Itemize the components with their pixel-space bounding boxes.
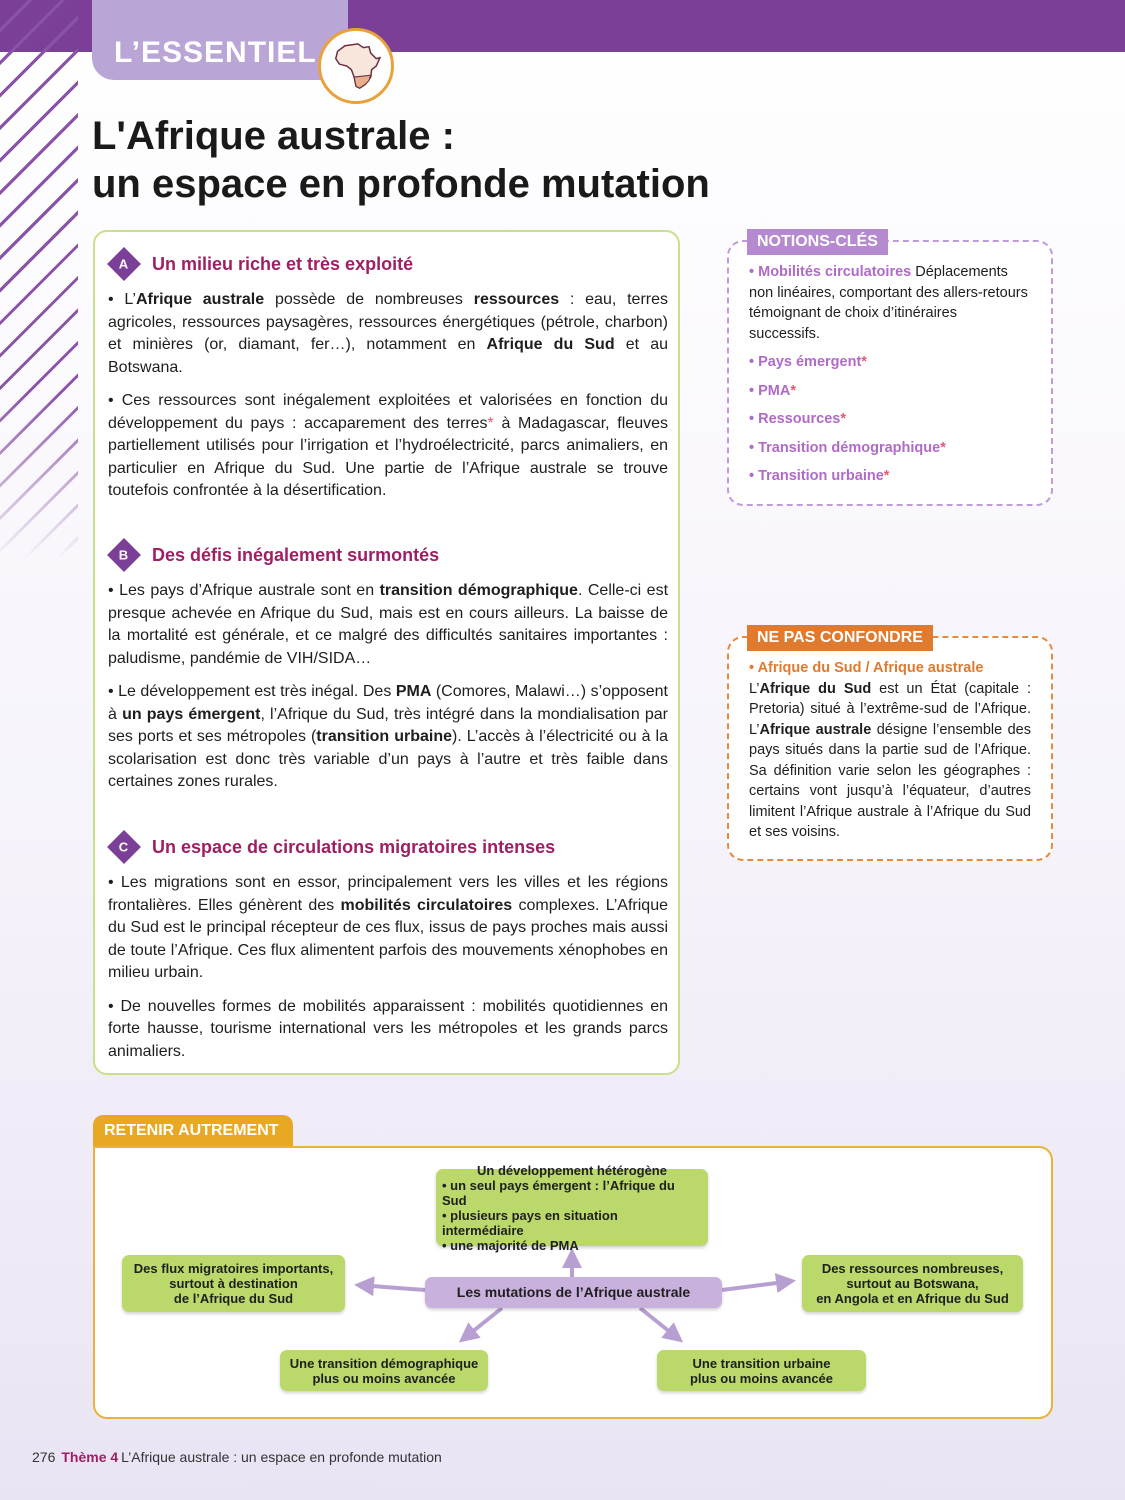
node-transition-demographique: Une transition démographique plus ou moins avancée — [280, 1350, 488, 1391]
section-c-paragraph-1: • Les migrations sont en essor, principalement vers les villes et les régions frontalières. Elles génèrent des mobilités circulatoires complexes. L’Afrique du Sud est le principal récepteur de ces flux, issus de pays proches mais aussi de toute l’Afrique. Ces flux alimentent parfois des mouvements xénophobes en milieu urbain. — [108, 874, 668, 981]
section-c-paragraph-2: • De nouvelles formes de mobilités apparaissent : mobilités quotidiennes en forte hausse, tourisme international vers les métropoles et les grands parcs animaliers. — [108, 997, 668, 1060]
page-title — [92, 112, 792, 208]
page-footer — [32, 1449, 442, 1465]
notion-definition — [749, 262, 1031, 344]
section-a-letter: A — [119, 256, 129, 272]
node-list-item: • plusieurs pays en situation intermédiaire — [442, 1208, 702, 1238]
section-c-marker — [107, 830, 141, 864]
confondre-tag: NE PAS CONFONDRE — [747, 625, 933, 651]
essentiel-tab — [92, 0, 348, 80]
notions-box — [727, 233, 1053, 506]
notion-item: • Pays émergent* — [749, 354, 867, 370]
section-b — [108, 540, 668, 805]
notion-item: • Transition démographique* — [749, 439, 946, 456]
node-developpement-list — [442, 1178, 702, 1253]
africa-map-icon — [318, 28, 394, 104]
notion-list — [749, 352, 1031, 487]
section-a-paragraph-1: • L’Afrique australe possède de nombreuses ressources : eau, terres agricoles, ressources paysagères, ressources énergétiques (pétrole, charbon) et minières (or, diamant, fer…), notamment en Afrique du Sud et au Botswana. — [108, 291, 669, 376]
node-center-label: Les mutations de l’Afrique australe — [456, 1284, 691, 1300]
hatch-decoration — [0, 0, 78, 560]
notion-item: • PMA* — [749, 382, 796, 399]
notions-tag: NOTIONS-CLÉS — [747, 229, 888, 255]
essentiel-label: L’ESSENTIEL — [114, 36, 317, 69]
title-line-2: un espace en profonde mutation — [92, 162, 710, 206]
node-transition-urbaine: Une transition urbaine plus ou moins avancée — [657, 1350, 866, 1391]
section-b-paragraph-2: • Le développement est très inégal. Des PMA (Comores, Malawi…) s’opposent à un pays émergent, l’Afrique du Sud, très intégré dans la mondialisation par ses ports et ses métropoles (transition urbaine). L’accès à l’électricité ou à la scolarisation est donc très variable d’un pays à l’autre et très faible dans certaines zones rurales. — [108, 683, 669, 790]
node-ressources: Des ressources nombreuses, surtout au Botswana, en Angola et en Afrique du Sud — [802, 1255, 1023, 1312]
section-b-title: Des défis inégalement surmontés — [152, 544, 440, 565]
notion-item: • Ressources* — [749, 411, 846, 427]
node-list-item: • un seul pays émergent : l’Afrique du Sud — [442, 1178, 702, 1208]
node-developpement-title: Un développement hétérogène — [477, 1162, 667, 1178]
section-a-marker — [107, 247, 141, 281]
section-b-paragraph-1: • Les pays d’Afrique australe sont en transition démographique. Celle-ci est presque achevée en Afrique du Sud, mais est en cours ailleurs. La baisse de la mortalité est générale, et ce malgré des difficultés sanitaires importantes : paludisme, pandémie de VIH/SIDA… — [108, 582, 669, 667]
footer-title: L’Afrique australe : un espace en profonde mutation — [121, 1449, 442, 1465]
page-number: 276 — [32, 1449, 56, 1465]
confondre-text: L’Afrique du Sud est un État (capitale : Pretoria) situé à l’extrême-sud de l’Afrique. L’Afrique australe désigne l’ensemble des pays situés dans la partie sud de l’Afrique. Sa définition varie selon les géographes : certains vont jusqu’à l’équateur, d’autres limitent l’Afrique australe à l’Afrique du Sud et ses voisins. — [749, 680, 1031, 840]
section-b-marker — [107, 538, 141, 572]
confondre-title: • Afrique du Sud / Afrique australe — [749, 660, 984, 676]
section-c-letter: C — [119, 839, 129, 855]
node-list-item: • une majorité de PMA — [442, 1238, 702, 1253]
section-b-letter: B — [119, 547, 129, 563]
notion-item: • Transition urbaine* — [749, 468, 890, 484]
notion-term-mobilites: • Mobilités circulatoires — [749, 264, 912, 280]
retenir-tab: RETENIR AUTREMENT — [93, 1115, 293, 1147]
notion-definition-text: Déplacements non linéaires, comportant des allers-retours témoignant de choix d’itinéraires successifs. — [749, 264, 1028, 342]
footer-theme: Thème 4 — [61, 1449, 119, 1465]
node-center — [425, 1277, 722, 1308]
section-a-title: Un milieu riche et très exploité — [152, 253, 414, 274]
section-c-title: Un espace de circulations migratoires intenses — [152, 836, 556, 857]
node-developpement — [436, 1162, 708, 1253]
section-a-paragraph-2: • Ces ressources sont inégalement exploitées et valorisées en fonction du développement du pays : accaparement des terres* à Madagascar, fleuves partiellement utilisés pour l’irrigation et l’hydroélectricité, parcs animaliers, en particulier en Afrique du Sud. Une partie de l’Afrique australe se trouve toutefois confrontée à la désertification. — [108, 392, 668, 499]
section-c — [108, 832, 668, 1074]
confondre-box — [727, 629, 1053, 861]
section-a — [108, 249, 668, 514]
title-line-1: L'Afrique australe : — [92, 114, 455, 158]
node-flux-migratoires: Des flux migratoires importants, surtout à destination de l’Afrique du Sud — [122, 1255, 345, 1312]
